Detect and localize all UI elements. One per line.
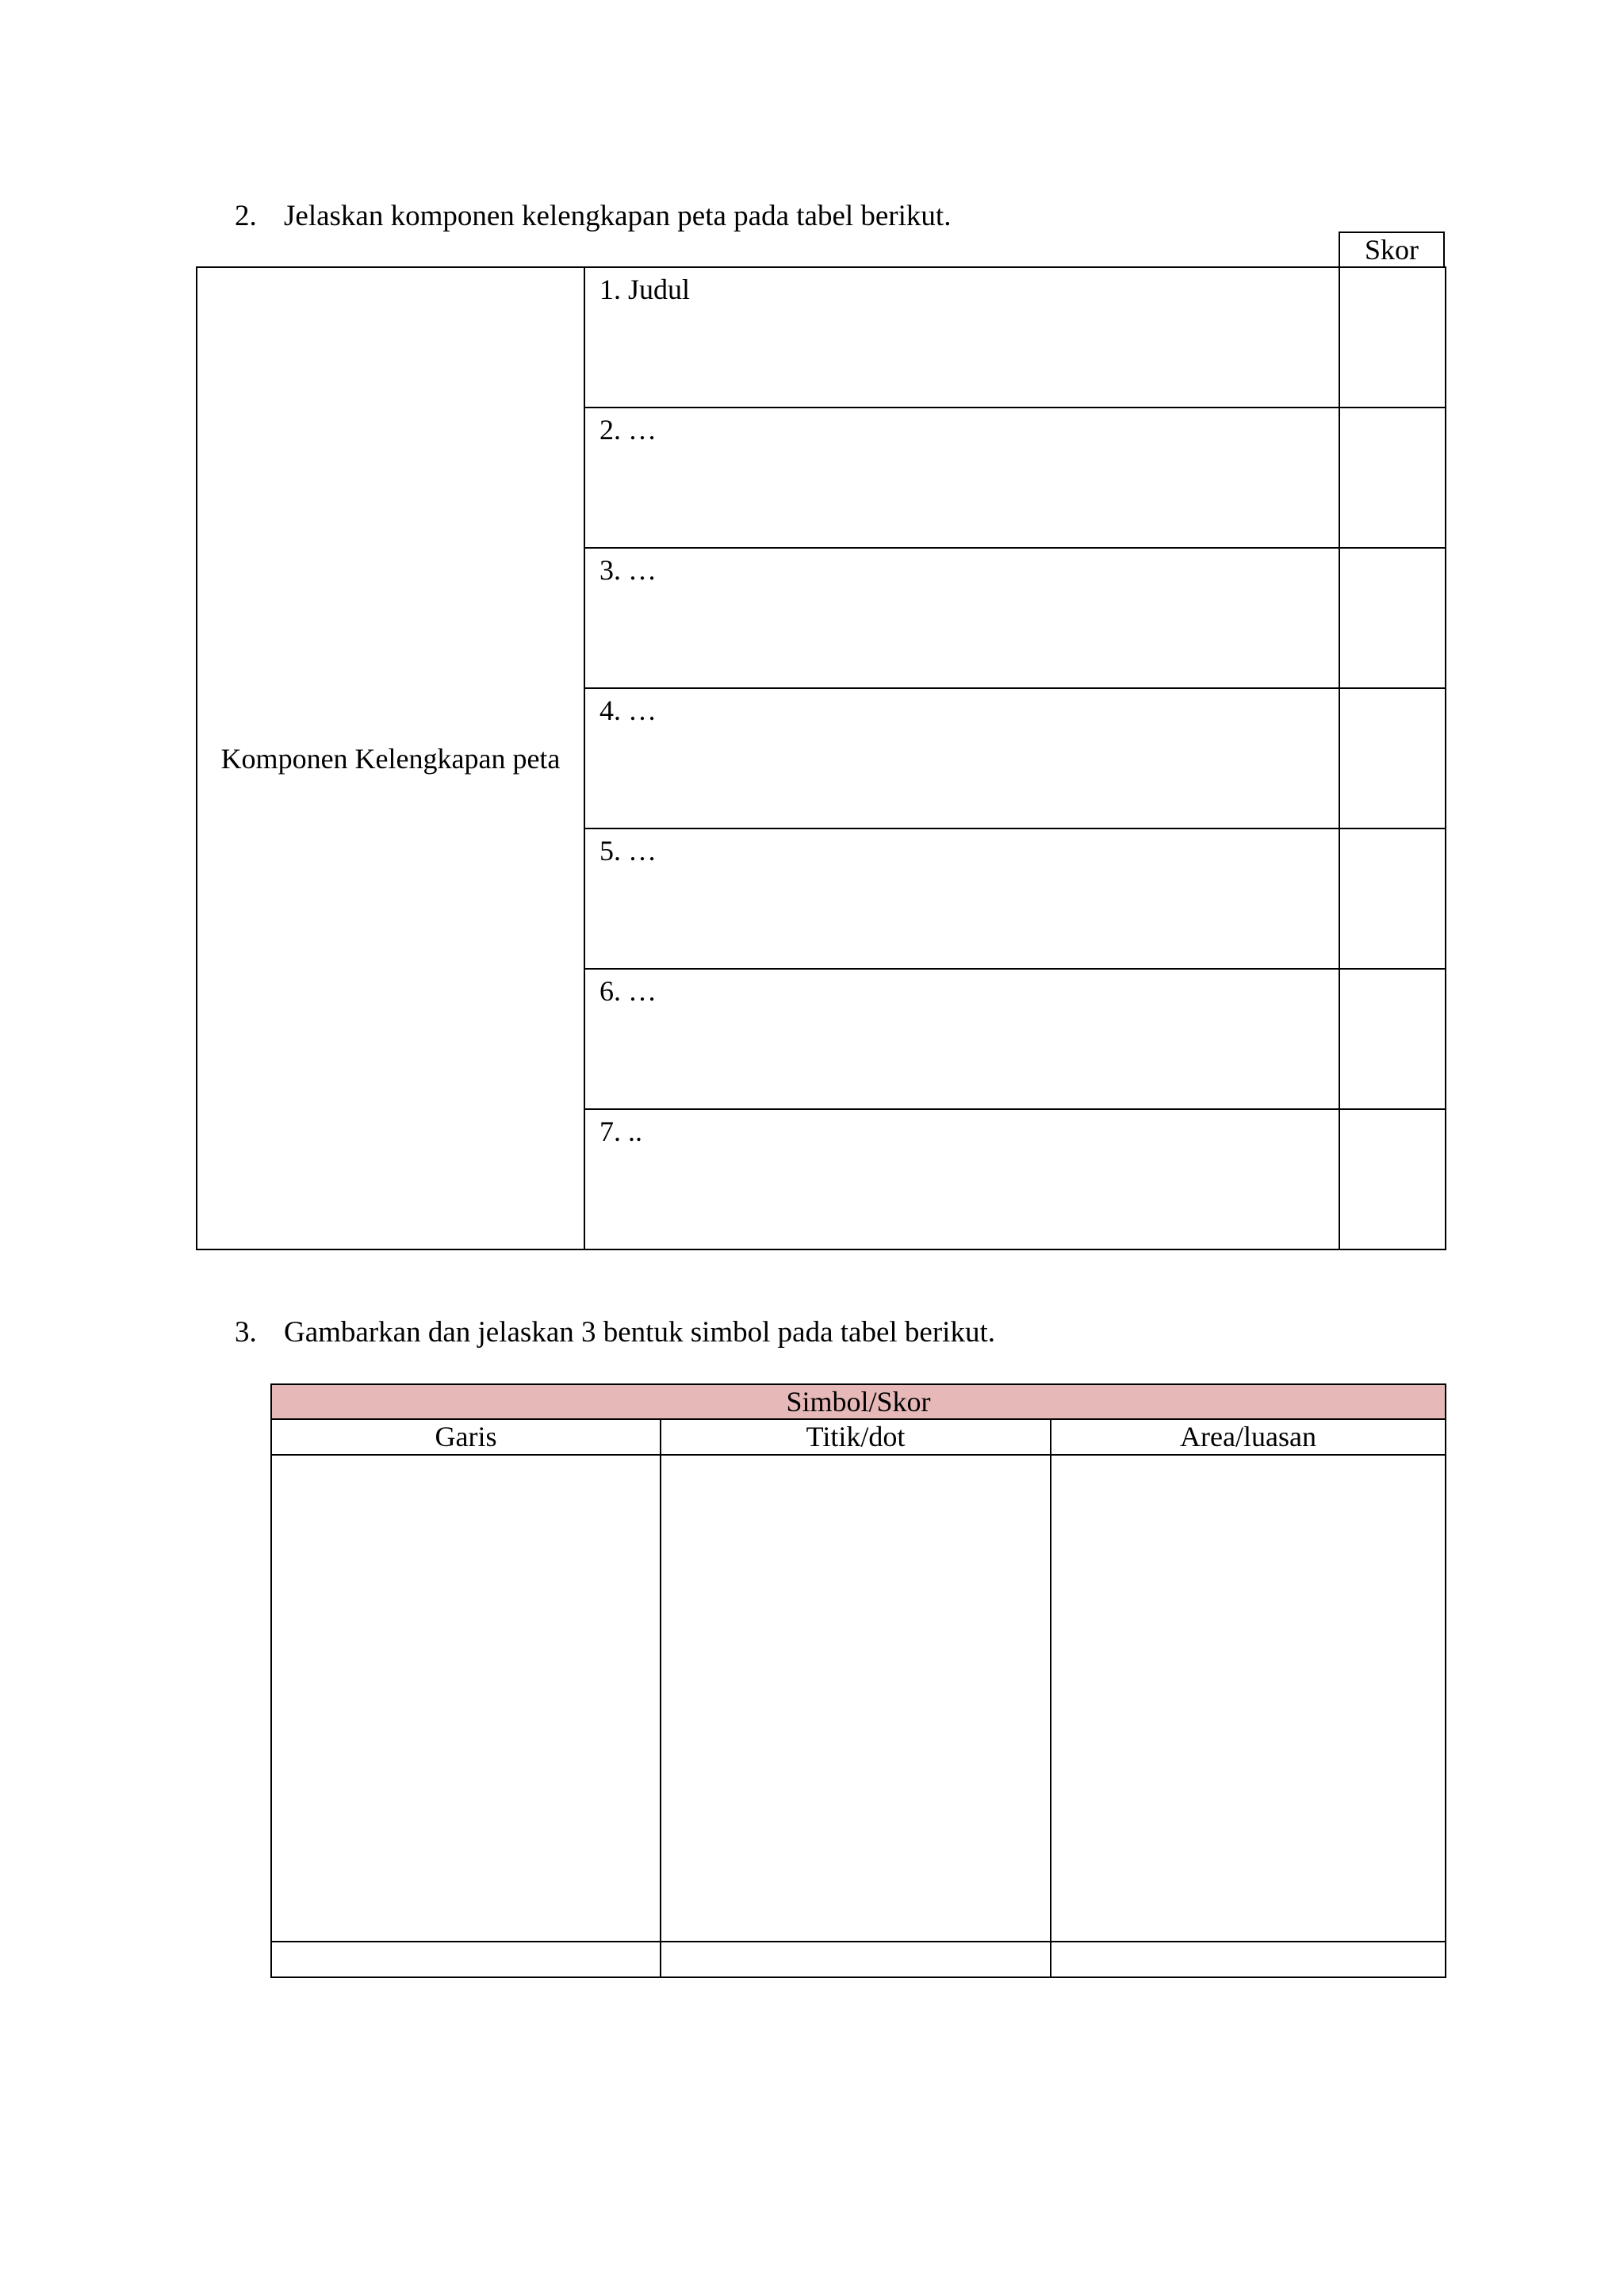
- question-2-text: Jelaskan komponen kelengkapan peta pada tabel berikut.: [284, 200, 952, 232]
- component-item-label: 3. …: [599, 554, 657, 586]
- component-item-cell[interactable]: [584, 969, 1339, 1109]
- component-item-cell[interactable]: [584, 548, 1339, 688]
- component-item-label: 1. Judul: [599, 274, 691, 305]
- component-item-label: 5. …: [599, 835, 657, 867]
- score-cell[interactable]: [1339, 688, 1446, 828]
- score-cell[interactable]: [1339, 828, 1446, 969]
- garis-score-cell[interactable]: [271, 1942, 661, 1977]
- score-cell[interactable]: [1339, 548, 1446, 688]
- component-item-cell[interactable]: [584, 408, 1339, 548]
- table-row: [271, 1455, 1446, 1942]
- map-components-table: [196, 266, 1446, 1250]
- table-row: [271, 1942, 1446, 1977]
- question-3-text: Gambarkan dan jelaskan 3 bentuk simbol pada tabel berikut.: [284, 1316, 995, 1349]
- component-item-cell[interactable]: [584, 267, 1339, 408]
- components-row-header-label: Komponen Kelengkapan peta: [220, 742, 561, 775]
- table-row: [271, 1384, 1446, 1419]
- column-header-area: Area/luasan: [1051, 1419, 1446, 1455]
- component-item-label: 6. …: [599, 975, 657, 1007]
- component-item-label: 7. ..: [599, 1115, 642, 1147]
- score-column-header: Skor: [1339, 232, 1445, 266]
- titik-answer-cell[interactable]: [661, 1455, 1051, 1942]
- component-item-cell[interactable]: [584, 828, 1339, 969]
- score-cell[interactable]: [1339, 408, 1446, 548]
- score-cell[interactable]: [1339, 1109, 1446, 1249]
- components-row-header: [197, 267, 584, 1249]
- component-item-label: 4. …: [599, 695, 657, 726]
- component-item-cell[interactable]: [584, 1109, 1339, 1249]
- area-answer-cell[interactable]: [1051, 1455, 1446, 1942]
- component-item-label: 2. …: [599, 414, 657, 446]
- table-row: [197, 267, 1446, 408]
- table-row: [271, 1419, 1446, 1455]
- symbol-score-header: Simbol/Skor: [271, 1384, 1446, 1419]
- area-score-cell[interactable]: [1051, 1942, 1446, 1977]
- symbol-table: [270, 1383, 1446, 1978]
- column-header-titik: Titik/dot: [661, 1419, 1051, 1455]
- question-3-number: 3.: [235, 1316, 257, 1349]
- column-header-garis: Garis: [271, 1419, 661, 1455]
- question-2-number: 2.: [235, 200, 257, 232]
- garis-answer-cell[interactable]: [271, 1455, 661, 1942]
- titik-score-cell[interactable]: [661, 1942, 1051, 1977]
- score-cell[interactable]: [1339, 969, 1446, 1109]
- component-item-cell[interactable]: [584, 688, 1339, 828]
- score-cell[interactable]: [1339, 267, 1446, 408]
